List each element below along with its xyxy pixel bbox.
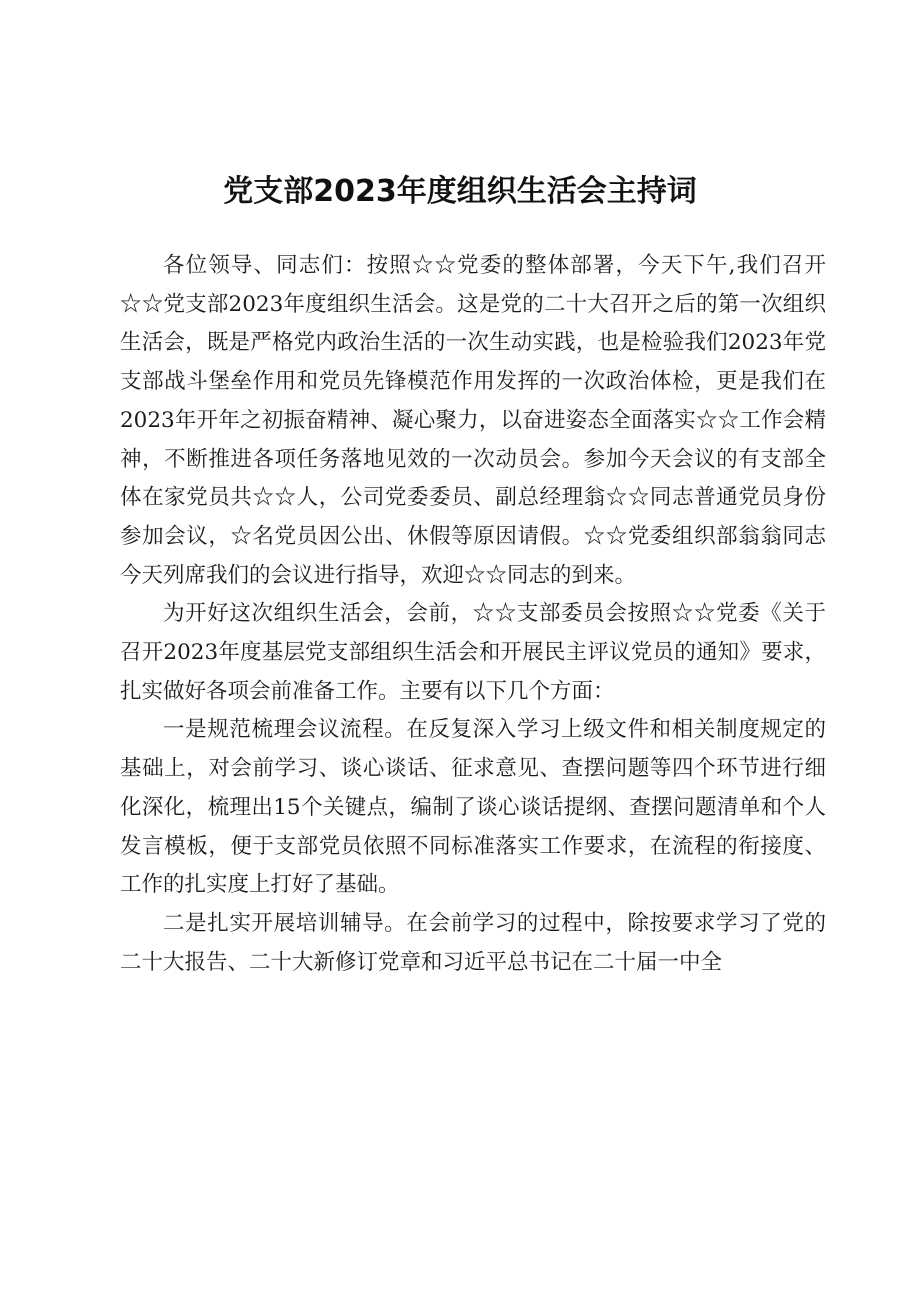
- document-title: 党支部2023年度组织生活会主持词: [223, 174, 697, 209]
- paragraph-opening: 各位领导、同志们：按照☆☆党委的整体部署，今天下午,我们召开☆☆党支部2023年度组织生活会。这是党的二十大召开之后的第一次组织生活会，既是严格党内政治生活的一次生动实践，也是检验我们2023年党支部战斗堡垒作用和党员先锋模范作用发挥的一次政治体检，更是我们在2023年开年之初振奋精神、凝心聚力，以奋进姿态全面落实☆☆工作会精神，不断推进各项任务落地见效的一次动员会。参加今天会议的有支部全体在家党员共☆☆人，公司党委委员、副总经理翁☆☆同志普通党员身份参加会议，☆名党员因公出、休假等原因请假。☆☆党委组织部翁翁同志今天列席我们的会议进行指导，欢迎☆☆同志的到来。: [120, 253, 826, 588]
- paragraph-point-two: 二是扎实开展培训辅导。在会前学习的过程中，除按要求学习了党的二十大报告、二十大新修订党章和习近平总书记在二十届一中全: [120, 910, 826, 975]
- paragraph-preparation: 为开好这次组织生活会，会前，☆☆支部委员会按照☆☆党委《关于召开2023年度基层党支部组织生活会和开展民主评议党员的通知》要求，扎实做好各项会前准备工作。主要有以下几个方面：: [120, 601, 826, 704]
- paragraph-point-one: 一是规范梳理会议流程。在反复深入学习上级文件和相关制度规定的基础上，对会前学习、谈心谈话、征求意见、查摆问题等四个环节进行细化深化，梳理出15个关键点，编制了谈心谈话提纲、查摆问题清单和个人发言模板，便于支部党员依照不同标准落实工作要求，在流程的衔接度、工作的扎实度上打好了基础。: [120, 717, 826, 898]
- document-body: [120, 247, 826, 982]
